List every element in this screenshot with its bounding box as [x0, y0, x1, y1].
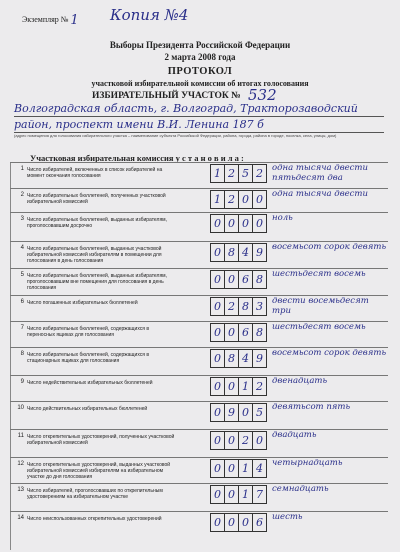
row-number: 11: [17, 433, 24, 439]
row-label: Число недействительных избирательных бюллетеней: [27, 380, 153, 386]
digit-box: 2: [224, 164, 238, 183]
digit-box: 1: [210, 190, 224, 209]
digit-box: 0: [224, 323, 238, 342]
row-number: 8: [20, 351, 24, 357]
table-row: [10, 375, 388, 402]
digit-box: 1: [210, 164, 224, 183]
digit-box: 6: [238, 323, 252, 342]
digit-boxes: [210, 164, 267, 183]
digit-box: 8: [252, 323, 267, 342]
digit-box: 0: [224, 459, 238, 478]
row-words: восемьсот сорок девять: [272, 348, 387, 358]
table-row: [10, 321, 388, 348]
address-line-2: район, проспект имени В.И. Ленина 187 б: [14, 118, 384, 133]
row-label: Число открепительных удостоверений, полученных участковой избирательной комиссией: [27, 434, 175, 446]
row-number: 9: [20, 379, 24, 385]
table-row: [10, 511, 388, 538]
digit-boxes: [210, 431, 267, 450]
table-row: [10, 268, 388, 296]
exemplar-line: [22, 11, 79, 26]
digit-box: 0: [224, 214, 238, 233]
exemplar-number: 1: [70, 13, 79, 28]
digit-box: 0: [238, 190, 252, 209]
digit-box: 8: [224, 349, 238, 368]
row-label: Число избирательных бюллетеней, содержащихся в переносных ящиках для голосования: [27, 326, 150, 338]
row-number: 1: [20, 166, 24, 172]
digit-box: 0: [238, 214, 252, 233]
digit-box: 0: [210, 377, 224, 396]
row-words: двенадцать: [272, 376, 328, 386]
digit-box: 4: [238, 243, 252, 262]
row-words: шестьдесят восемь: [272, 269, 366, 279]
digit-boxes: [210, 349, 267, 368]
row-label: Число неиспользованных открепительных удостоверений: [27, 516, 162, 522]
row-words: одна тысяча двести: [272, 189, 368, 199]
election-title: Выборы Президента Российской Федерации: [109, 40, 291, 50]
row-label: Число избирательных бюллетеней, выданных избирателям, проголосовавшим досрочно: [27, 217, 167, 229]
row-label: Число действительных избирательных бюллетеней: [27, 406, 148, 412]
protocol-heading: ПРОТОКОЛ: [167, 66, 233, 77]
row-words: семнадцать: [272, 484, 329, 494]
digit-box: 0: [238, 513, 252, 532]
digit-box: 2: [238, 431, 252, 450]
station-label: ИЗБИРАТЕЛЬНЫЙ УЧАСТОК №: [92, 91, 241, 101]
copy-note: Копия №4: [110, 6, 189, 24]
digit-box: 0: [224, 513, 238, 532]
digit-box: 2: [252, 377, 267, 396]
row-number: 5: [20, 272, 24, 278]
digit-box: 0: [210, 431, 224, 450]
digit-box: 9: [252, 243, 267, 262]
digit-boxes: [210, 297, 267, 316]
digit-boxes: [210, 377, 267, 396]
row-words: восемьсот сорок девять: [272, 242, 387, 252]
digit-box: 0: [210, 485, 224, 504]
election-date: 2 марта 2008 года: [164, 52, 236, 62]
row-words: девятьсот пять: [272, 402, 351, 412]
digit-box: 0: [224, 377, 238, 396]
address-line-1: Волгоградская область, г. Волгоград, Тракторозаводский: [14, 102, 384, 117]
digit-box: 4: [238, 349, 252, 368]
digit-box: 0: [252, 214, 267, 233]
digit-box: 3: [252, 297, 267, 316]
digit-box: 1: [238, 485, 252, 504]
row-words: четырнадцать: [272, 458, 343, 468]
row-label: Число избирательных бюллетеней, содержащихся в стационарных ящиках для голосования: [27, 352, 150, 364]
table-row: [10, 457, 388, 484]
table-row: [10, 188, 388, 213]
digit-box: 0: [224, 431, 238, 450]
row-number: 7: [20, 325, 24, 331]
digit-boxes: [210, 459, 267, 478]
row-label: Число избирательных бюллетеней, полученных участковой избирательной комиссией: [27, 193, 166, 205]
digit-box: 0: [224, 485, 238, 504]
row-words: одна тысяча двести пятьдесят два: [272, 163, 368, 183]
row-words: двести восемьдесят три: [272, 296, 369, 316]
digit-box: 0: [210, 349, 224, 368]
row-words: шестьдесят восемь: [272, 322, 366, 332]
digit-boxes: [210, 214, 267, 233]
row-label: Число открепительных удостоверений, выданных участковой избирательной комиссией избирателям на избирательном участке до дня голосования: [27, 462, 171, 480]
row-number: 2: [20, 192, 24, 198]
digit-box: 0: [210, 323, 224, 342]
digit-box: 0: [210, 270, 224, 289]
digit-box: 9: [224, 403, 238, 422]
digit-box: 0: [210, 297, 224, 316]
digit-boxes: [210, 485, 267, 504]
digit-box: 0: [210, 403, 224, 422]
table-row: [10, 483, 388, 512]
digit-box: 0: [238, 403, 252, 422]
digit-box: 4: [252, 459, 267, 478]
digit-boxes: [210, 513, 267, 532]
row-label: Число избирателей, проголосовавших по открепительным удостоверениям на избирательном участке: [27, 488, 163, 500]
table-row: [10, 401, 388, 430]
row-number: 13: [17, 487, 24, 493]
row-words: ноль: [272, 213, 293, 223]
row-label: Число избирательных бюллетеней, выданных избирателям, проголосовавшим вне помещения для голосования в день голосования: [27, 273, 167, 291]
digit-box: 0: [252, 190, 267, 209]
station-number: 532: [248, 86, 277, 104]
table-row: [10, 295, 388, 322]
row-number: 10: [17, 405, 24, 411]
digit-boxes: [210, 243, 267, 262]
digit-box: 8: [252, 270, 267, 289]
digit-box: 1: [238, 377, 252, 396]
digit-boxes: [210, 190, 267, 209]
digit-box: 0: [224, 270, 238, 289]
digit-boxes: [210, 323, 267, 342]
row-label: Число погашенных избирательных бюллетеней: [27, 300, 138, 306]
digit-box: 8: [238, 297, 252, 316]
digit-box: 0: [210, 243, 224, 262]
digit-box: 6: [238, 270, 252, 289]
digit-box: 0: [210, 459, 224, 478]
digit-box: 9: [252, 349, 267, 368]
digit-box: 5: [238, 164, 252, 183]
row-number: 4: [20, 245, 24, 251]
row-number: 6: [20, 299, 24, 305]
table-row: [10, 241, 388, 269]
row-words: двадцать: [272, 430, 317, 440]
section-title: Участковая избирательная комиссия у с т а н о в и л а :: [30, 153, 244, 163]
digit-box: 0: [210, 214, 224, 233]
row-number: 3: [20, 216, 24, 222]
digit-box: 0: [252, 431, 267, 450]
row-label: Число избирательных бюллетеней, выданных участковой избирательной комиссией избирателям в помещении для голосования в день голосования: [27, 246, 162, 264]
protocol-subheading: участковой избирательной комиссии об итогах голосования: [91, 79, 309, 88]
digit-box: 5: [252, 403, 267, 422]
table-row: [10, 212, 388, 242]
digit-box: 7: [252, 485, 267, 504]
address-note: (адрес помещения для голосования избирательного участка – наименование субъекта Российской Федерации, района, города, района в городе, поселка, села, улицы, дом): [14, 133, 337, 138]
exemplar-label: Экземпляр №: [22, 15, 69, 24]
row-number: 14: [17, 515, 24, 521]
digit-box: 2: [224, 190, 238, 209]
row-label: Число избирателей, включенных в список избирателей на момент окончания голосования: [27, 167, 163, 179]
table-row: [10, 429, 388, 458]
row-words: шесть: [272, 512, 303, 522]
digit-box: 2: [224, 297, 238, 316]
digit-box: 8: [224, 243, 238, 262]
digit-box: 2: [252, 164, 267, 183]
table-row: [10, 162, 388, 189]
table-row: [10, 347, 388, 376]
digit-boxes: [210, 270, 267, 289]
digit-boxes: [210, 403, 267, 422]
row-number: 12: [17, 461, 24, 467]
digit-box: 6: [252, 513, 267, 532]
digit-box: 0: [210, 513, 224, 532]
digit-box: 1: [238, 459, 252, 478]
